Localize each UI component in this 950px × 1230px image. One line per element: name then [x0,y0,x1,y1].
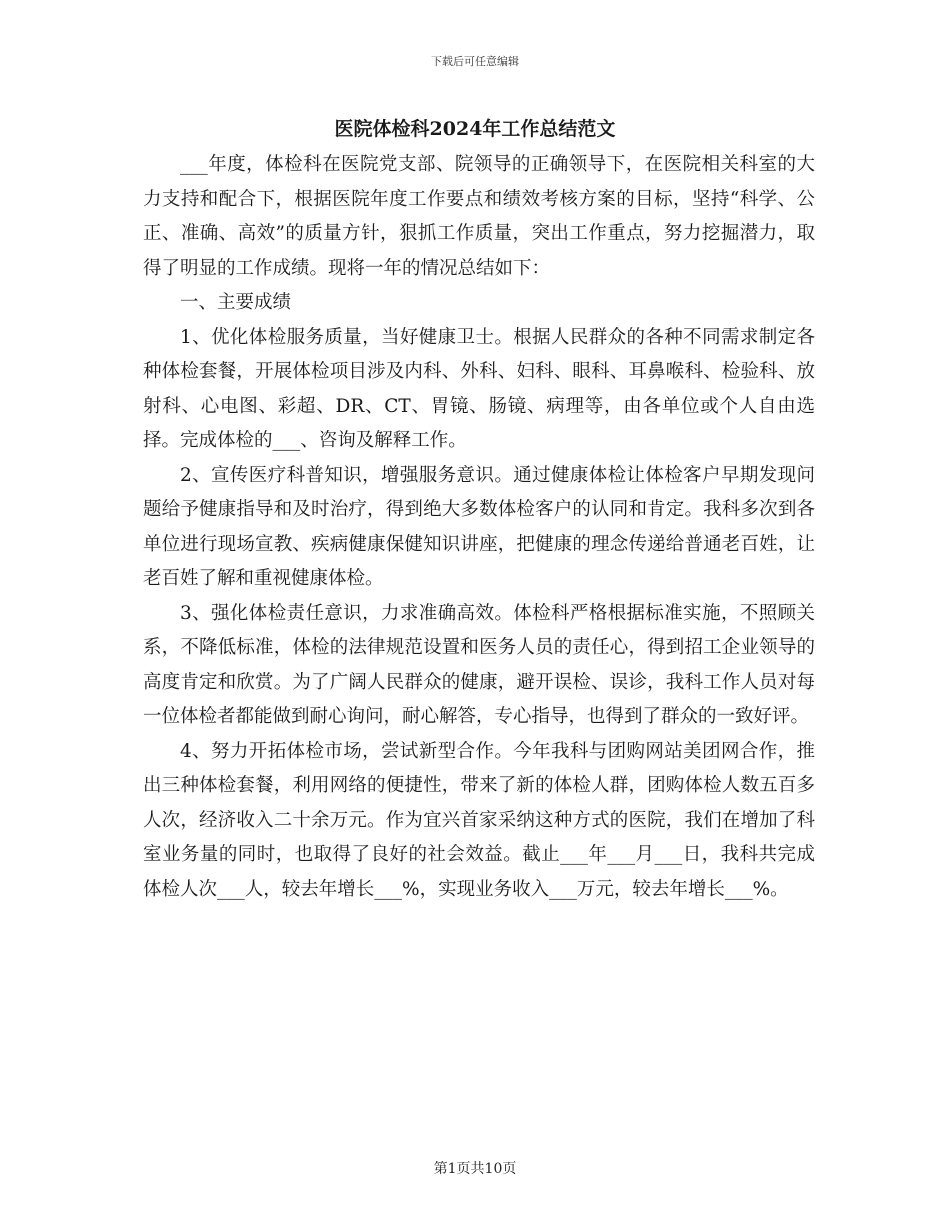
paragraph-intro: ___年度，体检科在医院党支部、院领导的正确领导下，在医院相关科室的大力支持和配合下，根据医院年度工作要点和绩效考核方案的目标，坚持“科学、公正、准确、高效”的质量方针，狠抓工作质量，突出工作重点，努力挖掘潜力，取得了明显的工作成绩。现将一年的情况总结如下： [143,154,815,279]
paragraph-item-3: 3、强化体检责任意识，力求准确高效。体检科严格根据标准实施，不照顾关系，不降低标准，体检的法律规范设置和医务人员的责任心，得到招工企业领导的高度肯定和欣赏。为了广阔人民群众的健康，避开误检、误诊，我科工作人员对每一位体检者都能做到耐心询问，耐心解答，专心指导，也得到了群众的一致好评。 [143,602,815,727]
paragraph-item-4: 4、努力开拓体检市场，尝试新型合作。今年我科与团购网站美团网合作，推出三种体检套餐，利用网络的便捷性，带来了新的体检人群，团购体检人数五百多人次，经济收入二十余万元。作为宜兴首家采纳这种方式的医院，我们在增加了科室业务量的同时，也取得了良好的社会效益。截止___年___月___日，我科共完成体检人次___人，较去年增长___%，实现业务收入___万元，较去年增长___%。 [143,740,815,900]
page-number: 第1页共10页 [433,1161,517,1177]
paragraph-item-2: 2、宣传医疗科普知识，增强服务意识。通过健康体检让体检客户早期发现问题给予健康指导和及时治疗，得到绝大多数体检客户的认同和肯定。我科多次到各单位进行现场宣教、疾病健康保健知识讲座，把健康的理念传递给普通老百姓，让老百姓了解和重视健康体检。 [143,464,815,589]
document-title: 医院体检科2024年工作总结范文 [334,118,616,140]
paragraph-item-1: 1、优化体检服务质量，当好健康卫士。根据人民群众的各种不同需求制定各种体检套餐，开展体检项目涉及内科、外科、妇科、眼科、耳鼻喉科、检验科、放射科、心电图、彩超、DR、CT、胃镜、肠镜、病理等，由各单位或个人自由选择。完成体检的___、咨询及解释工作。 [143,326,815,451]
section-heading: 一、主要成绩 [180,292,292,313]
header-note: 下载后可任意编辑 [431,55,519,68]
document-body [143,148,815,907]
